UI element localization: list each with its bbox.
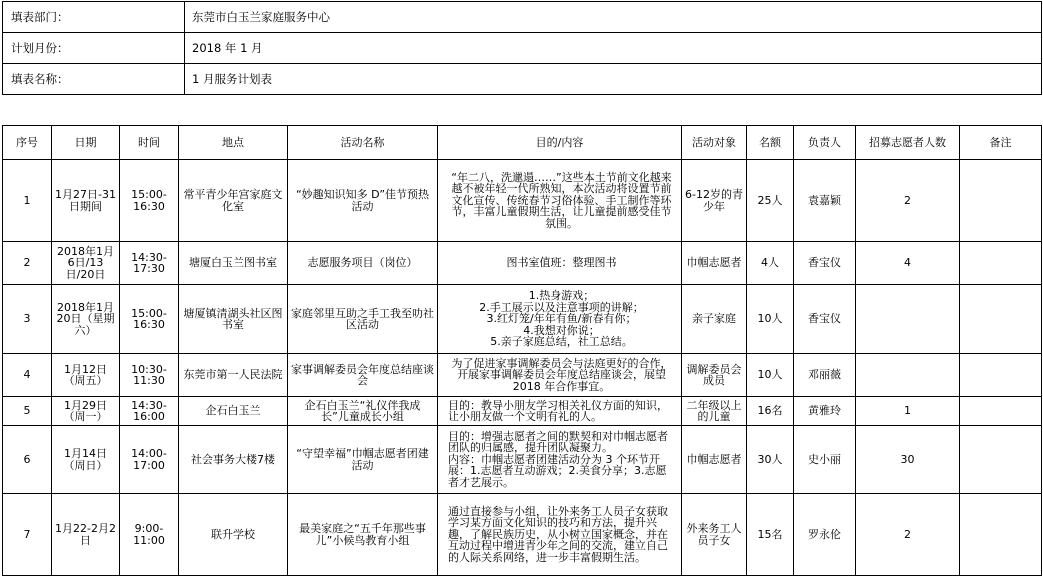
- cell-date: 1月12日（周五）: [52, 354, 120, 397]
- col-header-place: 地点: [179, 126, 288, 160]
- cell-time: 15:00-16:30: [120, 285, 179, 354]
- cell-volunteers: 2: [856, 160, 960, 242]
- cell-date: 1月14日（周日）: [52, 426, 120, 494]
- cell-purpose: 图书室值班：整理图书: [438, 242, 682, 285]
- cell-purpose: [438, 285, 682, 354]
- col-header-no: 序号: [3, 126, 52, 160]
- service-plan-table: [2, 125, 1042, 576]
- cell-quota: 10人: [747, 285, 794, 354]
- form-name-label: 填表名称：: [3, 64, 185, 95]
- purpose-line: 目的：增强志愿者之间的默契和对巾帼志愿者团队的归属感，提升团队凝聚力。: [448, 429, 668, 455]
- purpose-line: 内容：巾帼志愿者团建活动分为 3 个环节开展：1.志愿者互动游戏；2.美食分享；3.志愿者才艺展示。: [448, 452, 667, 489]
- cell-no: 1: [3, 160, 52, 242]
- col-header-owner: 负责人: [794, 126, 856, 160]
- form-info-table: [2, 1, 1042, 95]
- form-name-row: [3, 64, 1042, 95]
- cell-volunteers: 4: [856, 242, 960, 285]
- cell-quota: 4人: [747, 242, 794, 285]
- cell-place: 企石白玉兰: [179, 397, 288, 426]
- cell-remark: [960, 160, 1042, 242]
- table-row: [3, 160, 1042, 242]
- table-row: [3, 242, 1042, 285]
- cell-purpose: 通过直接参与小组，让外来务工人员子女获取学习某方面文化知识的技巧和方法，提升兴趣，了解民族历史，从小树立国家概念，并在互动过程中增进青少年之间的交流，建立自己的人际关系网络，进一步丰富假期生活。: [438, 494, 682, 576]
- cell-date: 1月22-2月2日: [52, 494, 120, 576]
- table-row: [3, 494, 1042, 576]
- month-value: 2018 年 1 月: [185, 33, 1042, 64]
- cell-time: 14:30-16:00: [120, 397, 179, 426]
- cell-owner: 邓丽薇: [794, 354, 856, 397]
- col-header-date: 日期: [52, 126, 120, 160]
- cell-target: 亲子家庭: [682, 285, 747, 354]
- cell-owner: 香宝仪: [794, 242, 856, 285]
- col-header-volunteers: 招募志愿者人数: [856, 126, 960, 160]
- cell-quota: 10人: [747, 354, 794, 397]
- table-row: [3, 285, 1042, 354]
- col-header-target: 活动对象: [682, 126, 747, 160]
- purpose-line: 4.我想对你说；: [523, 323, 600, 337]
- col-header-purpose: 目的/内容: [438, 126, 682, 160]
- cell-date: 2018年1月6日/13日/20日: [52, 242, 120, 285]
- col-header-remark: 备注: [960, 126, 1042, 160]
- form-name-value: 1 月服务计划表: [185, 64, 1042, 95]
- cell-no: 2: [3, 242, 52, 285]
- cell-no: 5: [3, 397, 52, 426]
- cell-place: 常平青少年宫家庭文化室: [179, 160, 288, 242]
- cell-owner: 香宝仪: [794, 285, 856, 354]
- cell-owner: 黄雅玲: [794, 397, 856, 426]
- cell-remark: [960, 494, 1042, 576]
- cell-activity: “妙趣知识知多 D”佳节预热活动: [288, 160, 438, 242]
- cell-time: 15:00-16:30: [120, 160, 179, 242]
- cell-purpose: 为了促进家事调解委员会与法庭更好的合作，开展家事调解委员会年度总结座谈会，展望 2018 年合作事宜。: [438, 354, 682, 397]
- cell-quota: 15名: [747, 494, 794, 576]
- cell-remark: [960, 242, 1042, 285]
- cell-owner: 史小丽: [794, 426, 856, 494]
- cell-target: 巾帼志愿者: [682, 242, 747, 285]
- cell-no: 4: [3, 354, 52, 397]
- cell-volunteers: [856, 354, 960, 397]
- cell-date: 2018年1月20日（星期六）: [52, 285, 120, 354]
- cell-activity: 企石白玉兰“礼仪伴我成长”儿童成长小组: [288, 397, 438, 426]
- table-row: [3, 354, 1042, 397]
- cell-time: 14:30-17:30: [120, 242, 179, 285]
- month-row: [3, 33, 1042, 64]
- cell-no: 3: [3, 285, 52, 354]
- cell-owner: 罗永伦: [794, 494, 856, 576]
- cell-quota: 25人: [747, 160, 794, 242]
- cell-place: 社会事务大楼7楼: [179, 426, 288, 494]
- cell-date: 1月29日（周一）: [52, 397, 120, 426]
- col-header-quota: 名额: [747, 126, 794, 160]
- cell-remark: [960, 354, 1042, 397]
- cell-remark: [960, 285, 1042, 354]
- col-header-time: 时间: [120, 126, 179, 160]
- cell-remark: [960, 397, 1042, 426]
- month-label: 计划月份：: [3, 33, 185, 64]
- cell-place: 东莞市第一人民法院: [179, 354, 288, 397]
- cell-target: 调解委员会成员: [682, 354, 747, 397]
- purpose-line: 3.红灯笼/年年有鱼/新春有你；: [486, 312, 637, 326]
- cell-purpose: “年二八，洗邋遢……”这些本土节前文化越来越不被年轻一代所熟知，本次活动将设置节前文化宣传、传统春节习俗体验、手工制作等环节，丰富儿童假期生活，让儿童提前感受佳节氛围。: [438, 160, 682, 242]
- cell-time: 10:30-11:30: [120, 354, 179, 397]
- cell-place: 塘厦白玉兰图书室: [179, 242, 288, 285]
- cell-owner: 袁嘉颖: [794, 160, 856, 242]
- cell-activity: “守望幸福”巾帼志愿者团建活动: [288, 426, 438, 494]
- department-row: [3, 2, 1042, 33]
- cell-volunteers: [856, 285, 960, 354]
- cell-no: 6: [3, 426, 52, 494]
- table-header-row: [3, 126, 1042, 160]
- cell-volunteers: 2: [856, 494, 960, 576]
- cell-place: 联升学校: [179, 494, 288, 576]
- cell-date: 1月27日-31日期间: [52, 160, 120, 242]
- cell-purpose: [438, 426, 682, 494]
- cell-target: 二年级以上的儿童: [682, 397, 747, 426]
- cell-remark: [960, 426, 1042, 494]
- cell-time: 9:00-11:00: [120, 494, 179, 576]
- cell-quota: 16名: [747, 397, 794, 426]
- cell-activity: 志愿服务项目（岗位）: [288, 242, 438, 285]
- cell-target: 6-12岁的青少年: [682, 160, 747, 242]
- table-row: [3, 426, 1042, 494]
- cell-volunteers: 30: [856, 426, 960, 494]
- department-value: 东莞市白玉兰家庭服务中心: [185, 2, 1042, 33]
- purpose-line: 5.亲子家庭总结，社工总结。: [490, 335, 633, 349]
- cell-purpose: 目的：教导小朋友学习相关礼仪方面的知识，让小朋友做一个文明有礼的人。: [438, 397, 682, 426]
- cell-activity: 家庭邻里互助之手工我至叻社区活动: [288, 285, 438, 354]
- cell-quota: 30人: [747, 426, 794, 494]
- purpose-line: 2.手工展示以及注意事项的讲解；: [479, 300, 644, 314]
- cell-volunteers: 1: [856, 397, 960, 426]
- col-header-activity: 活动名称: [288, 126, 438, 160]
- purpose-line: 1.热身游戏；: [528, 289, 595, 303]
- cell-activity: 家事调解委员会年度总结座谈会: [288, 354, 438, 397]
- cell-time: 14:00-17:00: [120, 426, 179, 494]
- cell-target: 巾帼志愿者: [682, 426, 747, 494]
- cell-target: 外来务工人员子女: [682, 494, 747, 576]
- department-label: 填表部门：: [3, 2, 185, 33]
- cell-no: 7: [3, 494, 52, 576]
- cell-activity: 最美家庭之“五千年那些事儿”小候鸟教育小组: [288, 494, 438, 576]
- cell-place: 塘厦镇清湖头社区图书室: [179, 285, 288, 354]
- table-row: [3, 397, 1042, 426]
